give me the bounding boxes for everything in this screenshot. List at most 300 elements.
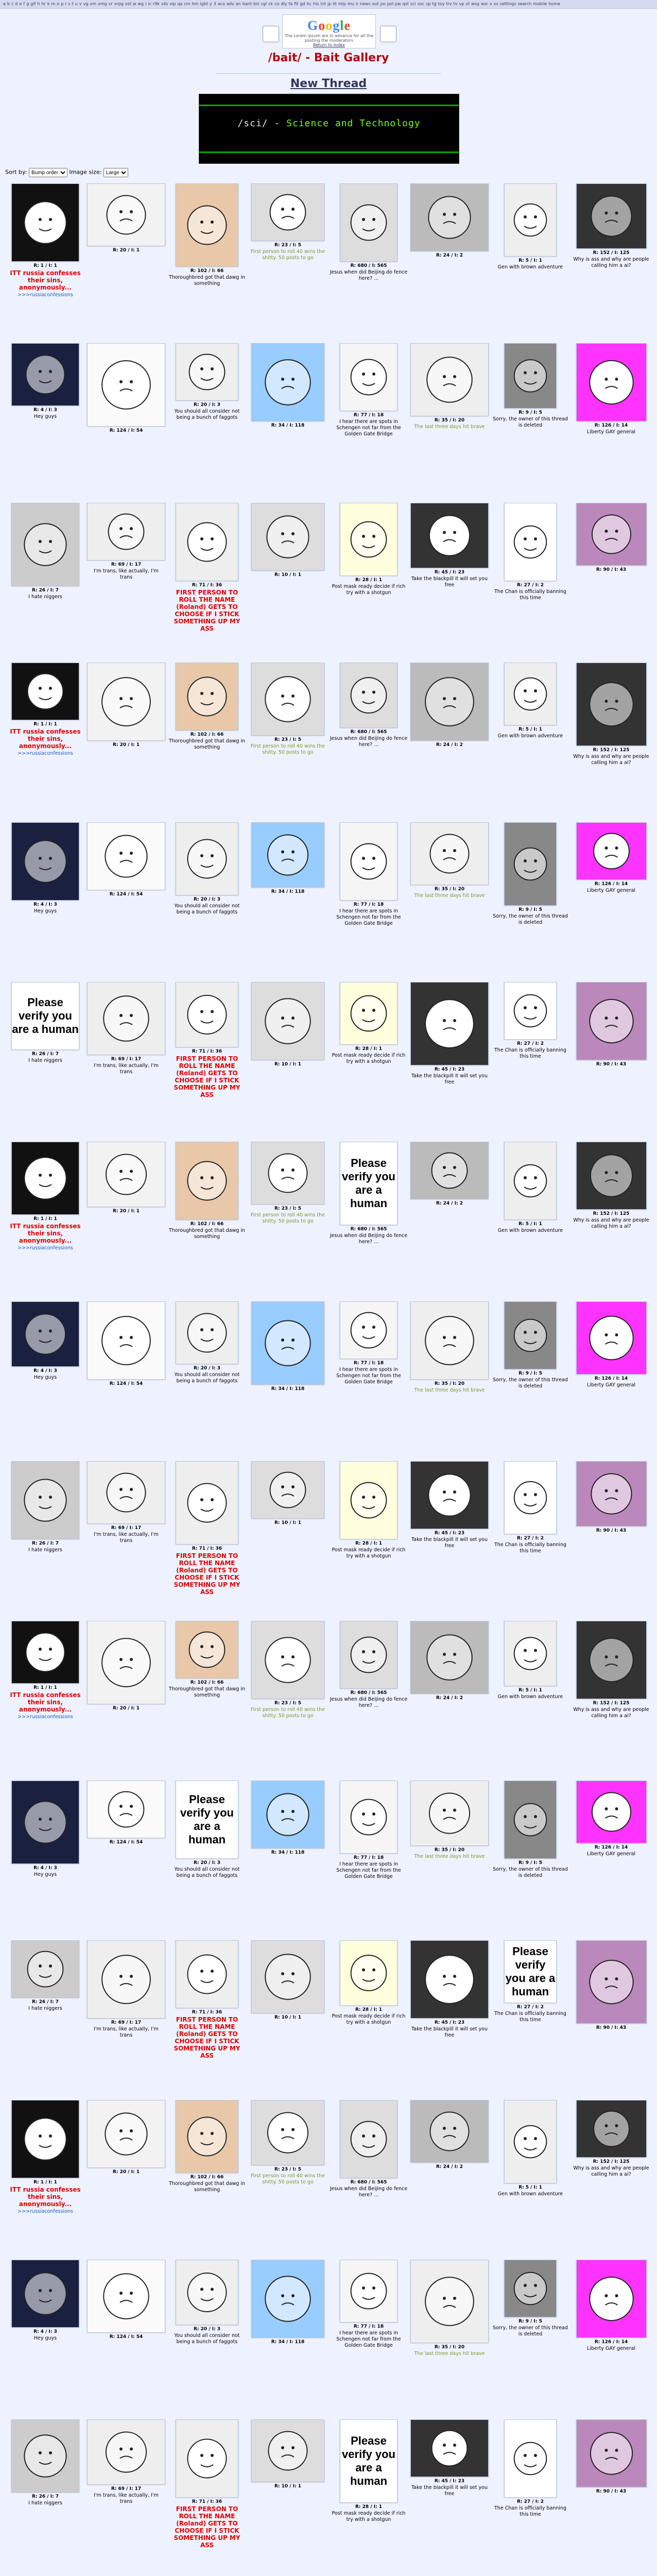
board-link[interactable]: mlp	[338, 2, 346, 6]
catalog-thread[interactable]	[571, 343, 651, 495]
catalog-thread[interactable]	[5, 2260, 85, 2411]
thread-thumbnail[interactable]	[576, 982, 647, 1060]
thread-thumbnail[interactable]	[410, 2260, 489, 2343]
board-link[interactable]: w	[132, 2, 136, 6]
catalog-thread[interactable]	[571, 663, 651, 814]
thread-thumbnail[interactable]	[176, 503, 238, 581]
catalog-thread[interactable]	[248, 503, 328, 654]
catalog-thread[interactable]	[490, 1142, 570, 1293]
thread-thumbnail[interactable]	[87, 1940, 165, 2019]
catalog-thread[interactable]	[167, 1621, 247, 1772]
thread-thumbnail[interactable]	[340, 822, 397, 901]
thread-thumbnail[interactable]	[251, 1940, 324, 2013]
catalog-thread[interactable]	[328, 1781, 409, 1932]
catalog-thread[interactable]	[571, 1142, 651, 1293]
board-link[interactable]: bant	[242, 2, 252, 6]
thread-thumbnail[interactable]	[410, 1461, 489, 1529]
board-link[interactable]: pol	[387, 2, 393, 6]
thread-thumbnail[interactable]	[176, 1461, 238, 1545]
catalog-thread[interactable]	[409, 343, 490, 495]
catalog-thread[interactable]	[248, 1142, 328, 1293]
board-link[interactable]: qa	[177, 2, 183, 6]
thread-thumbnail[interactable]	[11, 1301, 79, 1367]
board-link[interactable]: r	[65, 2, 67, 6]
board-link[interactable]: diy	[281, 2, 287, 6]
catalog-thread[interactable]	[248, 2419, 328, 2571]
board-link[interactable]: gif	[30, 2, 36, 6]
catalog-thread[interactable]	[167, 1940, 247, 2092]
catalog-thread[interactable]	[5, 1142, 85, 1293]
catalog-thread[interactable]	[328, 1301, 409, 1453]
thread-thumbnail[interactable]	[340, 1940, 397, 2006]
catalog-thread[interactable]	[571, 2100, 651, 2251]
catalog-thread[interactable]	[490, 503, 570, 654]
thread-thumbnail[interactable]	[340, 2260, 397, 2323]
thread-thumbnail[interactable]	[87, 2260, 165, 2333]
catalog-thread[interactable]	[248, 663, 328, 814]
board-link[interactable]: n	[355, 2, 358, 6]
thread-thumbnail[interactable]	[11, 1940, 79, 1998]
board-link[interactable]: soc	[417, 2, 425, 6]
board-link[interactable]: pw	[394, 2, 401, 6]
board-link[interactable]: vrpg	[114, 2, 124, 6]
thread-thumbnail[interactable]	[87, 663, 165, 741]
board-link[interactable]: e	[19, 2, 22, 6]
board-link[interactable]: vst	[125, 2, 131, 6]
thread-thumbnail[interactable]	[176, 1940, 238, 2008]
catalog-thread[interactable]	[490, 663, 570, 814]
catalog-thread[interactable]	[328, 2260, 409, 2411]
thread-thumbnail[interactable]	[251, 2100, 324, 2165]
thread-thumbnail[interactable]	[576, 2260, 647, 2338]
thread-thumbnail[interactable]	[11, 822, 79, 901]
catalog-thread[interactable]	[328, 663, 409, 814]
catalog-thread[interactable]	[409, 503, 490, 654]
thread-thumbnail[interactable]	[340, 2419, 397, 2503]
thread-link[interactable]: >>>russiaconfessions	[18, 2209, 73, 2214]
thread-thumbnail[interactable]	[87, 2100, 165, 2168]
thread-thumbnail[interactable]	[504, 1621, 557, 1686]
thread-thumbnail[interactable]	[11, 982, 79, 1050]
board-link[interactable]: vg	[83, 2, 89, 6]
board-link[interactable]: jp	[327, 2, 332, 6]
board-link[interactable]: toy	[438, 2, 445, 6]
catalog-thread[interactable]	[490, 183, 570, 335]
thread-thumbnail[interactable]	[410, 2100, 489, 2163]
catalog-thread[interactable]	[248, 1461, 328, 1613]
thread-thumbnail[interactable]	[176, 2100, 238, 2173]
catalog-thread[interactable]	[490, 343, 570, 495]
catalog-thread[interactable]	[490, 1621, 570, 1772]
board-link[interactable]: h	[37, 2, 40, 6]
board-link[interactable]: home	[548, 2, 560, 6]
thread-thumbnail[interactable]	[504, 822, 557, 906]
board-link[interactable]: search	[517, 2, 532, 6]
catalog-thread[interactable]	[409, 822, 490, 974]
catalog-thread[interactable]	[328, 1621, 409, 1772]
catalog-thread[interactable]	[409, 1301, 490, 1453]
thread-thumbnail[interactable]	[504, 503, 557, 581]
banner-image[interactable]	[282, 14, 376, 48]
catalog-thread[interactable]	[490, 2260, 570, 2411]
thread-thumbnail[interactable]	[11, 2260, 79, 2328]
board-link[interactable]: aco	[217, 2, 226, 6]
catalog-thread[interactable]	[86, 343, 166, 495]
board-link[interactable]: vip	[169, 2, 176, 6]
thread-thumbnail[interactable]	[410, 982, 489, 1065]
catalog-thread[interactable]	[167, 2100, 247, 2251]
catalog-thread[interactable]	[5, 663, 85, 814]
thread-thumbnail[interactable]	[251, 822, 324, 888]
board-link[interactable]: f	[23, 2, 25, 6]
catalog-thread[interactable]	[409, 2419, 490, 2571]
thread-thumbnail[interactable]	[251, 1461, 324, 1519]
board-link[interactable]: gd	[300, 2, 305, 6]
thread-thumbnail[interactable]	[176, 822, 238, 895]
thread-thumbnail[interactable]	[176, 343, 238, 401]
catalog-thread[interactable]	[167, 1301, 247, 1453]
thread-thumbnail[interactable]	[504, 1301, 557, 1369]
board-link[interactable]: settings	[499, 2, 516, 6]
thread-thumbnail[interactable]	[340, 1301, 397, 1359]
board-link[interactable]: cgl	[261, 2, 267, 6]
thread-thumbnail[interactable]	[504, 1142, 557, 1220]
board-link[interactable]: b	[7, 2, 10, 6]
thread-thumbnail[interactable]	[11, 343, 79, 406]
thread-thumbnail[interactable]	[87, 503, 165, 561]
catalog-thread[interactable]	[409, 1781, 490, 1932]
board-link[interactable]: ck	[268, 2, 273, 6]
board-link[interactable]: v	[79, 2, 82, 6]
catalog-thread[interactable]	[86, 183, 166, 335]
catalog-thread[interactable]	[571, 1940, 651, 2092]
board-link[interactable]: his	[313, 2, 319, 6]
catalog-thread[interactable]	[248, 1940, 328, 2092]
thread-thumbnail[interactable]	[176, 1621, 238, 1679]
catalog-thread[interactable]	[167, 183, 247, 335]
catalog-thread[interactable]	[167, 2419, 247, 2571]
thread-thumbnail[interactable]	[576, 1781, 647, 1843]
thread-thumbnail[interactable]	[576, 343, 647, 421]
board-link[interactable]: biz	[253, 2, 260, 6]
catalog-thread[interactable]	[571, 1781, 651, 1932]
thread-thumbnail[interactable]	[576, 183, 647, 249]
board-link[interactable]: 3	[213, 2, 216, 6]
thread-thumbnail[interactable]	[251, 1301, 324, 1385]
catalog-thread[interactable]	[409, 1461, 490, 1613]
board-link[interactable]: out	[372, 2, 379, 6]
catalog-thread[interactable]	[248, 822, 328, 974]
thread-thumbnail[interactable]	[340, 982, 397, 1045]
board-link[interactable]: g	[26, 2, 29, 6]
catalog-thread[interactable]	[86, 2419, 166, 2571]
thread-thumbnail[interactable]	[11, 1781, 79, 1864]
catalog-thread[interactable]	[167, 663, 247, 814]
board-link[interactable]: lgbt	[200, 2, 209, 6]
thread-thumbnail[interactable]	[504, 1781, 557, 1859]
catalog-thread[interactable]	[5, 2419, 85, 2571]
catalog-thread[interactable]	[5, 1301, 85, 1453]
thread-thumbnail[interactable]	[576, 2419, 647, 2487]
thread-thumbnail[interactable]	[410, 343, 489, 416]
thread-thumbnail[interactable]	[340, 503, 397, 576]
thread-thumbnail[interactable]	[251, 503, 324, 571]
board-link[interactable]: an	[235, 2, 241, 6]
catalog-thread[interactable]	[86, 1940, 166, 2092]
thread-thumbnail[interactable]	[504, 343, 557, 409]
catalog-thread[interactable]	[571, 2419, 651, 2571]
catalog-thread[interactable]	[571, 982, 651, 1133]
thread-thumbnail[interactable]	[176, 1781, 238, 1859]
thread-thumbnail[interactable]	[176, 663, 238, 731]
board-link[interactable]: xs	[493, 2, 498, 6]
thread-thumbnail[interactable]	[410, 822, 489, 885]
catalog-thread[interactable]	[490, 1301, 570, 1453]
board-link[interactable]: trv	[446, 2, 452, 6]
thread-thumbnail[interactable]	[576, 503, 647, 566]
board-link[interactable]: vr	[108, 2, 113, 6]
thread-thumbnail[interactable]	[87, 2419, 165, 2485]
catalog-thread[interactable]	[86, 822, 166, 974]
thread-thumbnail[interactable]	[251, 1142, 324, 1205]
board-link[interactable]: sci	[410, 2, 416, 6]
catalog-thread[interactable]	[328, 982, 409, 1133]
catalog-thread[interactable]	[328, 1142, 409, 1293]
board-link[interactable]: vt	[465, 2, 470, 6]
catalog-thread[interactable]	[167, 1142, 247, 1293]
thread-thumbnail[interactable]	[251, 343, 324, 421]
thread-thumbnail[interactable]	[576, 1940, 647, 2024]
thread-thumbnail[interactable]	[504, 1461, 557, 1534]
board-link[interactable]: p	[61, 2, 64, 6]
catalog-thread[interactable]	[86, 1142, 166, 1293]
board-link[interactable]: po	[380, 2, 386, 6]
thread-thumbnail[interactable]	[340, 1142, 397, 1225]
thread-thumbnail[interactable]	[410, 1301, 489, 1380]
board-link[interactable]: cm	[184, 2, 191, 6]
thread-thumbnail[interactable]	[176, 183, 238, 267]
catalog-thread[interactable]	[571, 183, 651, 335]
thread-thumbnail[interactable]	[576, 1301, 647, 1375]
thread-thumbnail[interactable]	[504, 1940, 557, 2003]
board-link[interactable]: lit	[333, 2, 337, 6]
thread-thumbnail[interactable]	[340, 2100, 397, 2178]
catalog-thread[interactable]	[167, 343, 247, 495]
thread-thumbnail[interactable]	[410, 183, 489, 251]
catalog-thread[interactable]	[248, 1781, 328, 1932]
catalog-thread[interactable]	[409, 183, 490, 335]
thread-thumbnail[interactable]	[251, 183, 324, 241]
board-link[interactable]: s4s	[161, 2, 168, 6]
board-link[interactable]: c	[11, 2, 14, 6]
board-link[interactable]: ic	[148, 2, 151, 6]
sort-select[interactable]	[29, 168, 67, 177]
thread-thumbnail[interactable]	[11, 2419, 79, 2493]
board-link[interactable]: m	[51, 2, 56, 6]
thread-thumbnail[interactable]	[11, 1621, 79, 1684]
board-link[interactable]: y	[210, 2, 212, 6]
board-link[interactable]: u	[75, 2, 78, 6]
thread-thumbnail[interactable]	[87, 1142, 165, 1207]
board-link[interactable]: x	[489, 2, 492, 6]
catalog-thread[interactable]	[167, 503, 247, 654]
catalog-thread[interactable]	[5, 1940, 85, 2092]
catalog-thread[interactable]	[409, 982, 490, 1133]
board-link[interactable]: o	[57, 2, 60, 6]
catalog-thread[interactable]	[571, 2260, 651, 2411]
advertisement-banner[interactable]	[199, 94, 459, 164]
catalog-thread[interactable]	[167, 982, 247, 1133]
catalog-thread[interactable]	[409, 2100, 490, 2251]
catalog-thread[interactable]	[328, 1461, 409, 1613]
board-link[interactable]: r9k	[152, 2, 160, 6]
catalog-thread[interactable]	[328, 503, 409, 654]
thread-thumbnail[interactable]	[504, 2419, 557, 2498]
thread-thumbnail[interactable]	[504, 2100, 557, 2183]
catalog-thread[interactable]	[5, 503, 85, 654]
catalog-thread[interactable]	[86, 1461, 166, 1613]
catalog-thread[interactable]	[409, 1621, 490, 1772]
thread-thumbnail[interactable]	[251, 2260, 324, 2338]
board-link[interactable]: co	[274, 2, 280, 6]
thread-thumbnail[interactable]	[87, 982, 165, 1055]
catalog-thread[interactable]	[86, 1621, 166, 1772]
thread-thumbnail[interactable]	[176, 2419, 238, 2498]
board-link[interactable]: i	[145, 2, 147, 6]
thread-thumbnail[interactable]	[11, 183, 79, 262]
thread-thumbnail[interactable]	[11, 503, 79, 586]
thread-thumbnail[interactable]	[251, 1781, 324, 1849]
catalog-thread[interactable]	[248, 1621, 328, 1772]
catalog-thread[interactable]	[571, 1461, 651, 1613]
catalog-thread[interactable]	[86, 2100, 166, 2251]
board-link[interactable]: mobile	[533, 2, 547, 6]
thread-thumbnail[interactable]	[410, 1142, 489, 1199]
thread-thumbnail[interactable]	[87, 1301, 165, 1380]
thread-thumbnail[interactable]	[340, 1781, 397, 1854]
thread-thumbnail[interactable]	[576, 2100, 647, 2158]
catalog-thread[interactable]	[86, 503, 166, 654]
thread-thumbnail[interactable]	[410, 1940, 489, 2019]
thread-thumbnail[interactable]	[176, 1301, 238, 1364]
thread-thumbnail[interactable]	[340, 1621, 397, 1689]
catalog-thread[interactable]	[86, 663, 166, 814]
catalog-thread[interactable]	[248, 183, 328, 335]
catalog-thread[interactable]	[86, 982, 166, 1133]
catalog-thread[interactable]	[167, 1461, 247, 1613]
return-index-link[interactable]: Return to Index	[313, 43, 345, 47]
board-link[interactable]: hm	[192, 2, 199, 6]
board-link[interactable]: a	[3, 2, 6, 6]
catalog-thread[interactable]	[490, 1940, 570, 2092]
board-link[interactable]: fit	[294, 2, 299, 6]
thread-thumbnail[interactable]	[504, 2260, 557, 2317]
catalog-thread[interactable]	[328, 343, 409, 495]
board-link[interactable]: wsg	[471, 2, 479, 6]
thread-thumbnail[interactable]	[504, 663, 557, 725]
catalog-thread[interactable]	[167, 822, 247, 974]
thread-thumbnail[interactable]	[410, 2419, 489, 2477]
catalog-thread[interactable]	[5, 343, 85, 495]
thread-thumbnail[interactable]	[340, 663, 397, 728]
board-link[interactable]: s	[68, 2, 71, 6]
board-link[interactable]: vmg	[98, 2, 107, 6]
catalog-thread[interactable]	[328, 822, 409, 974]
board-link[interactable]: d	[15, 2, 18, 6]
catalog-thread[interactable]	[571, 503, 651, 654]
catalog-thread[interactable]	[490, 982, 570, 1133]
thread-thumbnail[interactable]	[251, 663, 324, 736]
catalog-thread[interactable]	[409, 2260, 490, 2411]
catalog-thread[interactable]	[248, 343, 328, 495]
thread-thumbnail[interactable]	[576, 1621, 647, 1699]
board-link[interactable]: tg	[432, 2, 437, 6]
thread-thumbnail[interactable]	[576, 1142, 647, 1210]
new-thread-link[interactable]: New Thread	[290, 77, 367, 90]
thread-thumbnail[interactable]	[410, 1781, 489, 1846]
thread-thumbnail[interactable]	[87, 1621, 165, 1704]
catalog-thread[interactable]	[167, 1781, 247, 1932]
thread-thumbnail[interactable]	[576, 822, 647, 880]
board-link[interactable]: wsr	[480, 2, 488, 6]
catalog-thread[interactable]	[490, 1461, 570, 1613]
board-link[interactable]: vm	[90, 2, 97, 6]
thread-thumbnail[interactable]	[87, 822, 165, 890]
catalog-thread[interactable]	[5, 1461, 85, 1613]
catalog-thread[interactable]	[328, 183, 409, 335]
size-select[interactable]	[103, 168, 128, 177]
thread-thumbnail[interactable]	[176, 982, 238, 1047]
catalog-thread[interactable]	[5, 183, 85, 335]
catalog-thread[interactable]	[5, 822, 85, 974]
thread-thumbnail[interactable]	[251, 1621, 324, 1699]
catalog-thread[interactable]	[571, 1621, 651, 1772]
catalog-thread[interactable]	[5, 2100, 85, 2251]
board-link[interactable]: fa	[288, 2, 293, 6]
catalog-thread[interactable]	[490, 2100, 570, 2251]
board-link[interactable]: t	[72, 2, 74, 6]
thread-thumbnail[interactable]	[340, 183, 397, 262]
thread-thumbnail[interactable]	[11, 663, 79, 720]
board-link[interactable]: adv	[227, 2, 234, 6]
thread-thumbnail[interactable]	[576, 1461, 647, 1527]
thread-link[interactable]: >>>russiaconfessions	[18, 751, 73, 756]
thread-thumbnail[interactable]	[410, 663, 489, 741]
thread-thumbnail[interactable]	[11, 1142, 79, 1215]
catalog-thread[interactable]	[5, 982, 85, 1133]
thread-thumbnail[interactable]	[87, 1461, 165, 1524]
thread-link[interactable]: >>>russiaconfessions	[18, 1245, 73, 1251]
catalog-thread[interactable]	[409, 663, 490, 814]
catalog-thread[interactable]	[86, 1781, 166, 1932]
thread-thumbnail[interactable]	[176, 1142, 238, 1220]
thread-thumbnail[interactable]	[251, 982, 324, 1060]
board-link[interactable]: hc	[306, 2, 312, 6]
thread-thumbnail[interactable]	[504, 982, 557, 1040]
board-link[interactable]: tv	[453, 2, 458, 6]
thread-thumbnail[interactable]	[176, 2260, 238, 2325]
thread-thumbnail[interactable]	[251, 2419, 324, 2482]
catalog-thread[interactable]	[86, 2260, 166, 2411]
thread-thumbnail[interactable]	[87, 183, 165, 246]
board-link[interactable]: hr	[41, 2, 46, 6]
thread-thumbnail[interactable]	[87, 343, 165, 427]
board-link[interactable]: news	[359, 2, 371, 6]
catalog-thread[interactable]	[167, 2260, 247, 2411]
board-link[interactable]: k	[47, 2, 50, 6]
thread-link[interactable]: >>>russiaconfessions	[18, 292, 73, 298]
catalog-thread[interactable]	[409, 1940, 490, 2092]
